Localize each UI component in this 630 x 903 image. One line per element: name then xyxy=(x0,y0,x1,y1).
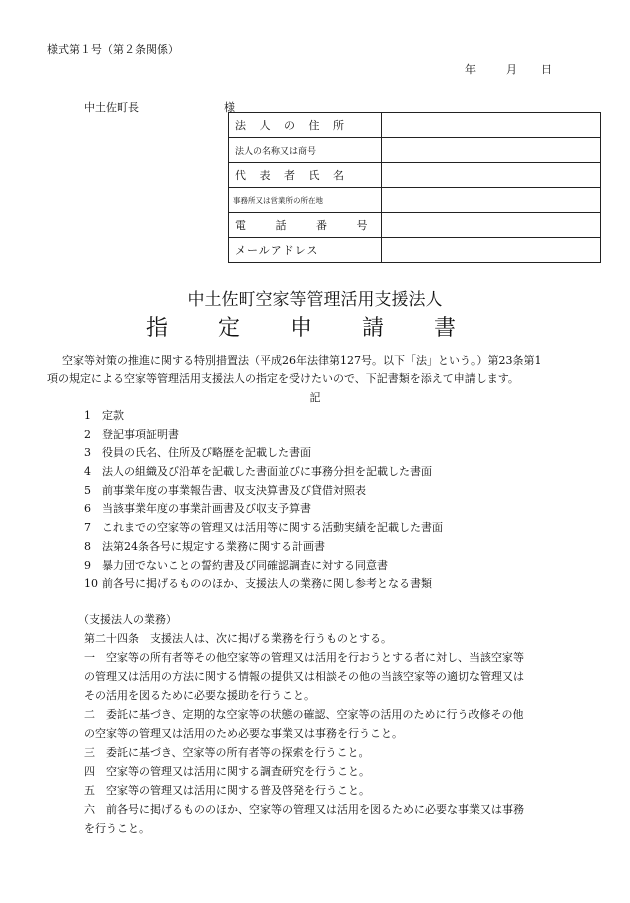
list-item xyxy=(84,557,443,576)
list-item xyxy=(84,444,443,463)
date-line xyxy=(465,61,552,77)
document-title-line2: 指定申請書 xyxy=(146,316,507,341)
duties-article: 第二十四条 支援法人は、次に掲げる業務を行うものとする。 xyxy=(84,632,392,645)
field-value-name[interactable] xyxy=(381,138,600,163)
item-text: これまでの空家等の管理又は活用等に関する活動実績を記載した書面 xyxy=(102,521,443,535)
field-label-email: メールアドレス xyxy=(229,238,382,263)
list-item xyxy=(84,538,443,557)
list-item xyxy=(84,500,443,519)
item-text: 法人の組織及び沿革を記載した書面並びに事務分担を記載した書面 xyxy=(102,465,432,479)
duty-line: の空家等の管理又は活用のため必要な事業又は事務を行うこと。 xyxy=(84,727,403,740)
field-value-representative[interactable] xyxy=(381,163,600,188)
item-text: 暴力団でないことの誓約書及び同確認調査に対する同意書 xyxy=(102,558,388,572)
item-text: 当該事業年度の事業計画書及び収支予算書 xyxy=(102,502,311,516)
duty-line: 三 委託に基づき、空家等の所有者等の探索を行うこと。 xyxy=(84,746,370,759)
list-item xyxy=(84,426,443,445)
intro-line-2: 項の規定による空家等管理活用支援法人の指定を受けたいので、下記書類を添えて申請します。 xyxy=(47,372,519,385)
table-row xyxy=(229,213,601,238)
item-text: 前事業年度の事業報告書、収支決算書及び貸借対照表 xyxy=(102,483,366,497)
item-number: 9 xyxy=(84,558,91,572)
item-text: 前各号に掲げるもののほか、支援法人の業務に関し参考となる書類 xyxy=(102,577,432,591)
duty-line: 五 空家等の管理又は活用に関する普及啓発を行うこと。 xyxy=(84,784,370,797)
form-number: 様式第１号（第２条関係） xyxy=(47,43,179,56)
field-label-phone: 電 話 番 号 xyxy=(229,213,382,238)
item-number: 2 xyxy=(84,427,91,441)
list-item xyxy=(84,575,443,594)
item-number: 4 xyxy=(84,465,91,479)
field-label-name: 法人の名称又は商号 xyxy=(229,138,382,163)
list-item xyxy=(84,519,443,538)
field-value-address[interactable] xyxy=(381,113,600,138)
item-number: 6 xyxy=(84,502,91,516)
list-item xyxy=(84,482,443,501)
field-label-representative: 代 表 者 氏 名 xyxy=(229,163,382,188)
duty-line: を行うこと。 xyxy=(84,822,150,835)
addressee: 中土佐町長 xyxy=(84,101,139,114)
item-text: 登記事項証明書 xyxy=(102,427,179,441)
ki-heading: 記 xyxy=(309,391,321,404)
applicant-info-table xyxy=(228,112,601,263)
date-day-label: 日 xyxy=(541,63,552,76)
date-month-label: 月 xyxy=(506,63,517,76)
list-item xyxy=(84,463,443,482)
table-row xyxy=(229,138,601,163)
item-text: 役員の氏名、住所及び略歴を記載した書面 xyxy=(102,446,311,460)
duty-line: 四 空家等の管理又は活用に関する調査研究を行うこと。 xyxy=(84,765,370,778)
field-label-office-location: 事務所又は営業所の所在地 xyxy=(229,188,382,213)
duty-line: 一 空家等の所有者等その他空家等の管理又は活用を行おうとする者に対し、当該空家等 xyxy=(84,651,524,664)
item-number: 3 xyxy=(84,446,91,460)
honorific: 様 xyxy=(224,101,235,114)
field-label-address: 法 人 の 住 所 xyxy=(229,113,382,138)
item-number: 1 xyxy=(84,409,91,422)
duty-line: の管理又は活用の方法に関する情報の提供又は相談その他の当該空家等の適切な管理又は xyxy=(84,670,524,683)
duty-line: 六 前各号に掲げるもののほか、空家等の管理又は活用を図るために必要な事業又は事務 xyxy=(84,803,524,816)
document-title-line1: 中土佐町空家等管理活用支援法人 xyxy=(187,290,443,310)
duties-heading: （支援法人の業務） xyxy=(78,613,177,626)
table-row xyxy=(229,163,601,188)
item-text: 法第24条各号に規定する業務に関する計画書 xyxy=(102,539,325,553)
table-row xyxy=(229,188,601,213)
duty-line: その活用を図るために必要な援助を行うこと。 xyxy=(84,689,315,702)
list-item xyxy=(84,407,443,426)
intro-line-1: 空家等対策の推進に関する特別措置法（平成26年法律第127号。以下「法」という。）第23条第1 xyxy=(62,354,542,367)
item-number: 7 xyxy=(84,521,91,535)
date-year-label: 年 xyxy=(465,63,476,76)
duty-line: 二 委託に基づき、定期的な空家等の状態の確認、空家等の活用のために行う改修その他 xyxy=(84,708,524,721)
attached-documents-list xyxy=(84,407,443,594)
item-text: 定款 xyxy=(102,409,124,422)
item-number: 8 xyxy=(84,539,91,553)
table-row xyxy=(229,113,601,138)
item-number: 10 xyxy=(84,577,98,591)
field-value-phone[interactable] xyxy=(381,213,600,238)
item-number: 5 xyxy=(84,483,91,497)
field-value-office-location[interactable] xyxy=(381,188,600,213)
table-row xyxy=(229,238,601,263)
field-value-email[interactable] xyxy=(381,238,600,263)
